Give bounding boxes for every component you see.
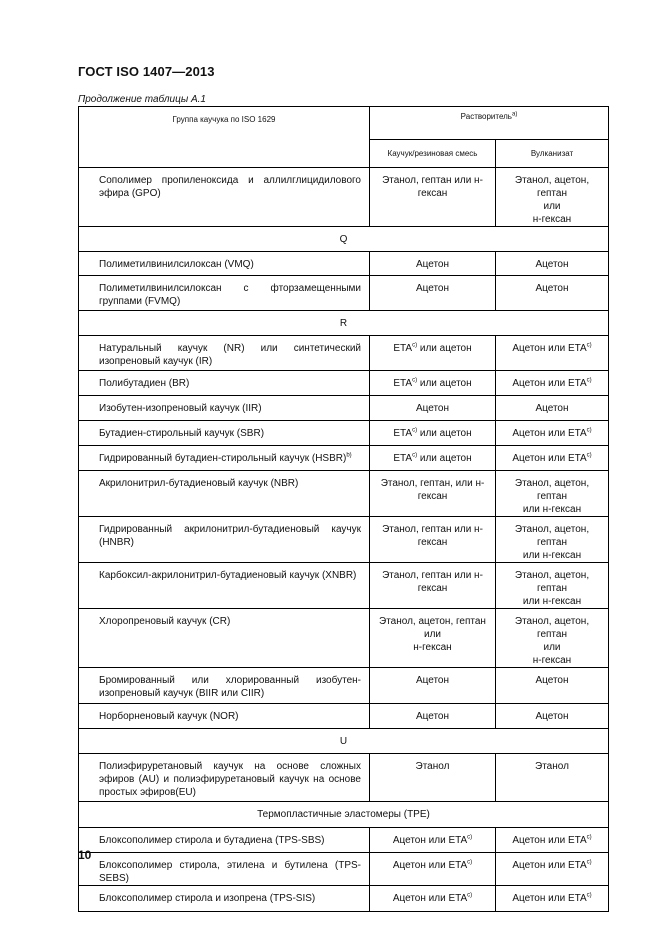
rubber-name-cell: Полиэфируретановый каучук на основе сложных эфиров (AU) и полиэфируретановый каучук на основе простых эфиров(EU) (79, 754, 370, 802)
section-label: Термопластичные эластомеры (TPE) (79, 802, 609, 828)
table-row (79, 396, 609, 421)
vulcanizate-solvent-cell: Этанол (496, 754, 609, 802)
rubber-name-cell: Акрилонитрил-бутадиеновый каучук (NBR) (79, 471, 370, 517)
page-number: 10 (78, 848, 92, 862)
table-caption: Продолжение таблицы А.1 (78, 94, 206, 105)
table-row (79, 563, 609, 609)
vulcanizate-solvent-cell: Ацетон (496, 704, 609, 729)
table-row (79, 754, 609, 802)
section-label: U (79, 729, 609, 754)
rubber-name-cell: Полиметилвинилсилоксан с фторзамещенными группами (FVMQ) (79, 276, 370, 311)
compound-solvent-cell: Этанол, гептан или н- гексан (370, 168, 496, 227)
compound-solvent-cell: Ацетон или ETA$^{c)}$ (370, 828, 496, 853)
rubber-name-cell: Полибутадиен (BR) (79, 371, 370, 396)
vulcanizate-solvent-cell: Ацетон или ETA$^{c)}$ (496, 853, 609, 886)
compound-solvent-cell: Ацетон (370, 276, 496, 311)
compound-solvent-cell: ETA$^{c)}$ или ацетон (370, 371, 496, 396)
rubber-name-cell: Бутадиен-стирольный каучук (SBR) (79, 421, 370, 446)
column-header-rubber-group: Группа каучука по ISO 1629 (79, 107, 370, 168)
compound-solvent-cell: ETA$^{c)}$ или ацетон (370, 421, 496, 446)
table-row (79, 828, 609, 853)
table-row (79, 252, 609, 276)
compound-solvent-cell: Этанол, гептан или н- гексан (370, 517, 496, 563)
document-header: ГОСТ ISO 1407—2013 (78, 64, 215, 79)
vulcanizate-solvent-cell: Этанол, ацетон, гептан или н-гексан (496, 563, 609, 609)
vulcanizate-solvent-cell: Ацетон (496, 396, 609, 421)
table-row (79, 609, 609, 668)
vulcanizate-solvent-cell: Ацетон или ETA$^{c)}$ (496, 446, 609, 471)
table-body (79, 168, 609, 912)
rubber-name-cell: Натуральный каучук (NR) или синтетический изопреновый каучук (IR) (79, 336, 370, 371)
table-row (79, 276, 609, 311)
compound-solvent-cell: Этанол, гептан или н- гексан (370, 563, 496, 609)
column-header-vulcanizate: Вулканизат (496, 140, 609, 168)
table-row (79, 471, 609, 517)
table-row (79, 446, 609, 471)
vulcanizate-solvent-cell: Ацетон (496, 252, 609, 276)
rubber-name-cell: Гидрированный акрилонитрил-бутадиеновый каучук (HNBR) (79, 517, 370, 563)
vulcanizate-solvent-cell: Ацетон (496, 276, 609, 311)
section-header-row (79, 802, 609, 828)
rubber-name-cell: Блоксополимер стирола и изопрена (TPS-SIS) (79, 886, 370, 912)
column-header-solvent: Растворитель$^{a)}$ (370, 107, 609, 140)
rubber-name-cell: Гидрированный бутадиен-стирольный каучук (HSBR)$^{b)}$ (79, 446, 370, 471)
vulcanizate-solvent-cell: Ацетон или ETA$^{c)}$ (496, 828, 609, 853)
compound-solvent-cell: Ацетон (370, 252, 496, 276)
section-header-row (79, 227, 609, 252)
table-row (79, 668, 609, 704)
compound-solvent-cell: Этанол, гептан, или н- гексан (370, 471, 496, 517)
rubber-solvent-table (78, 106, 609, 912)
section-header-row (79, 729, 609, 754)
table-row (79, 886, 609, 912)
vulcanizate-solvent-cell: Этанол, ацетон, гептан или н-гексан (496, 168, 609, 227)
compound-solvent-cell: Ацетон (370, 704, 496, 729)
table-row (79, 517, 609, 563)
table-row (79, 168, 609, 227)
compound-solvent-cell: Ацетон (370, 668, 496, 704)
table-row (79, 336, 609, 371)
compound-solvent-cell: Этанол, ацетон, гептан или н-гексан (370, 609, 496, 668)
vulcanizate-solvent-cell: Ацетон (496, 668, 609, 704)
vulcanizate-solvent-cell: Ацетон или ETA$^{c)}$ (496, 371, 609, 396)
section-label: R (79, 311, 609, 336)
vulcanizate-solvent-cell: Этанол, ацетон, гептан или н-гексан (496, 471, 609, 517)
compound-solvent-cell: ETA$^{c)}$ или ацетон (370, 446, 496, 471)
vulcanizate-solvent-cell: Ацетон или ETA$^{c)}$ (496, 421, 609, 446)
compound-solvent-cell: Ацетон или ETA$^{c)}$ (370, 853, 496, 886)
vulcanizate-solvent-cell: Этанол, ацетон, гептан или н-гексан (496, 517, 609, 563)
rubber-name-cell: Полиметилвинилсилоксан (VMQ) (79, 252, 370, 276)
rubber-name-cell: Бромированный или хлорированный изобутен-изопреновый каучук (BIIR или CIIR) (79, 668, 370, 704)
compound-solvent-cell: Ацетон или ETA$^{c)}$ (370, 886, 496, 912)
rubber-name-cell: Сополимер пропиленоксида и аллилглицидилового эфира (GPO) (79, 168, 370, 227)
rubber-name-cell: Норборненовый каучук (NOR) (79, 704, 370, 729)
compound-solvent-cell: ETA$^{c)}$ или ацетон (370, 336, 496, 371)
column-header-compound: Каучук/резиновая смесь (370, 140, 496, 168)
table-row (79, 421, 609, 446)
compound-solvent-cell: Ацетон (370, 396, 496, 421)
rubber-name-cell: Хлоропреновый каучук (CR) (79, 609, 370, 668)
section-header-row (79, 311, 609, 336)
rubber-name-cell: Блоксополимер стирола и бутадиена (TPS-SBS) (79, 828, 370, 853)
vulcanizate-solvent-cell: Ацетон или ETA$^{c)}$ (496, 336, 609, 371)
table-row (79, 853, 609, 886)
rubber-name-cell: Изобутен-изопреновый каучук (IIR) (79, 396, 370, 421)
vulcanizate-solvent-cell: Ацетон или ETA$^{c)}$ (496, 886, 609, 912)
table-row (79, 371, 609, 396)
section-label: Q (79, 227, 609, 252)
rubber-name-cell: Карбоксил-акрилонитрил-бутадиеновый каучук (XNBR) (79, 563, 370, 609)
vulcanizate-solvent-cell: Этанол, ацетон, гептан или н-гексан (496, 609, 609, 668)
table-row (79, 704, 609, 729)
rubber-name-cell: Блоксополимер стирола, этилена и бутилена (TPS-SEBS) (79, 853, 370, 886)
compound-solvent-cell: Этанол (370, 754, 496, 802)
